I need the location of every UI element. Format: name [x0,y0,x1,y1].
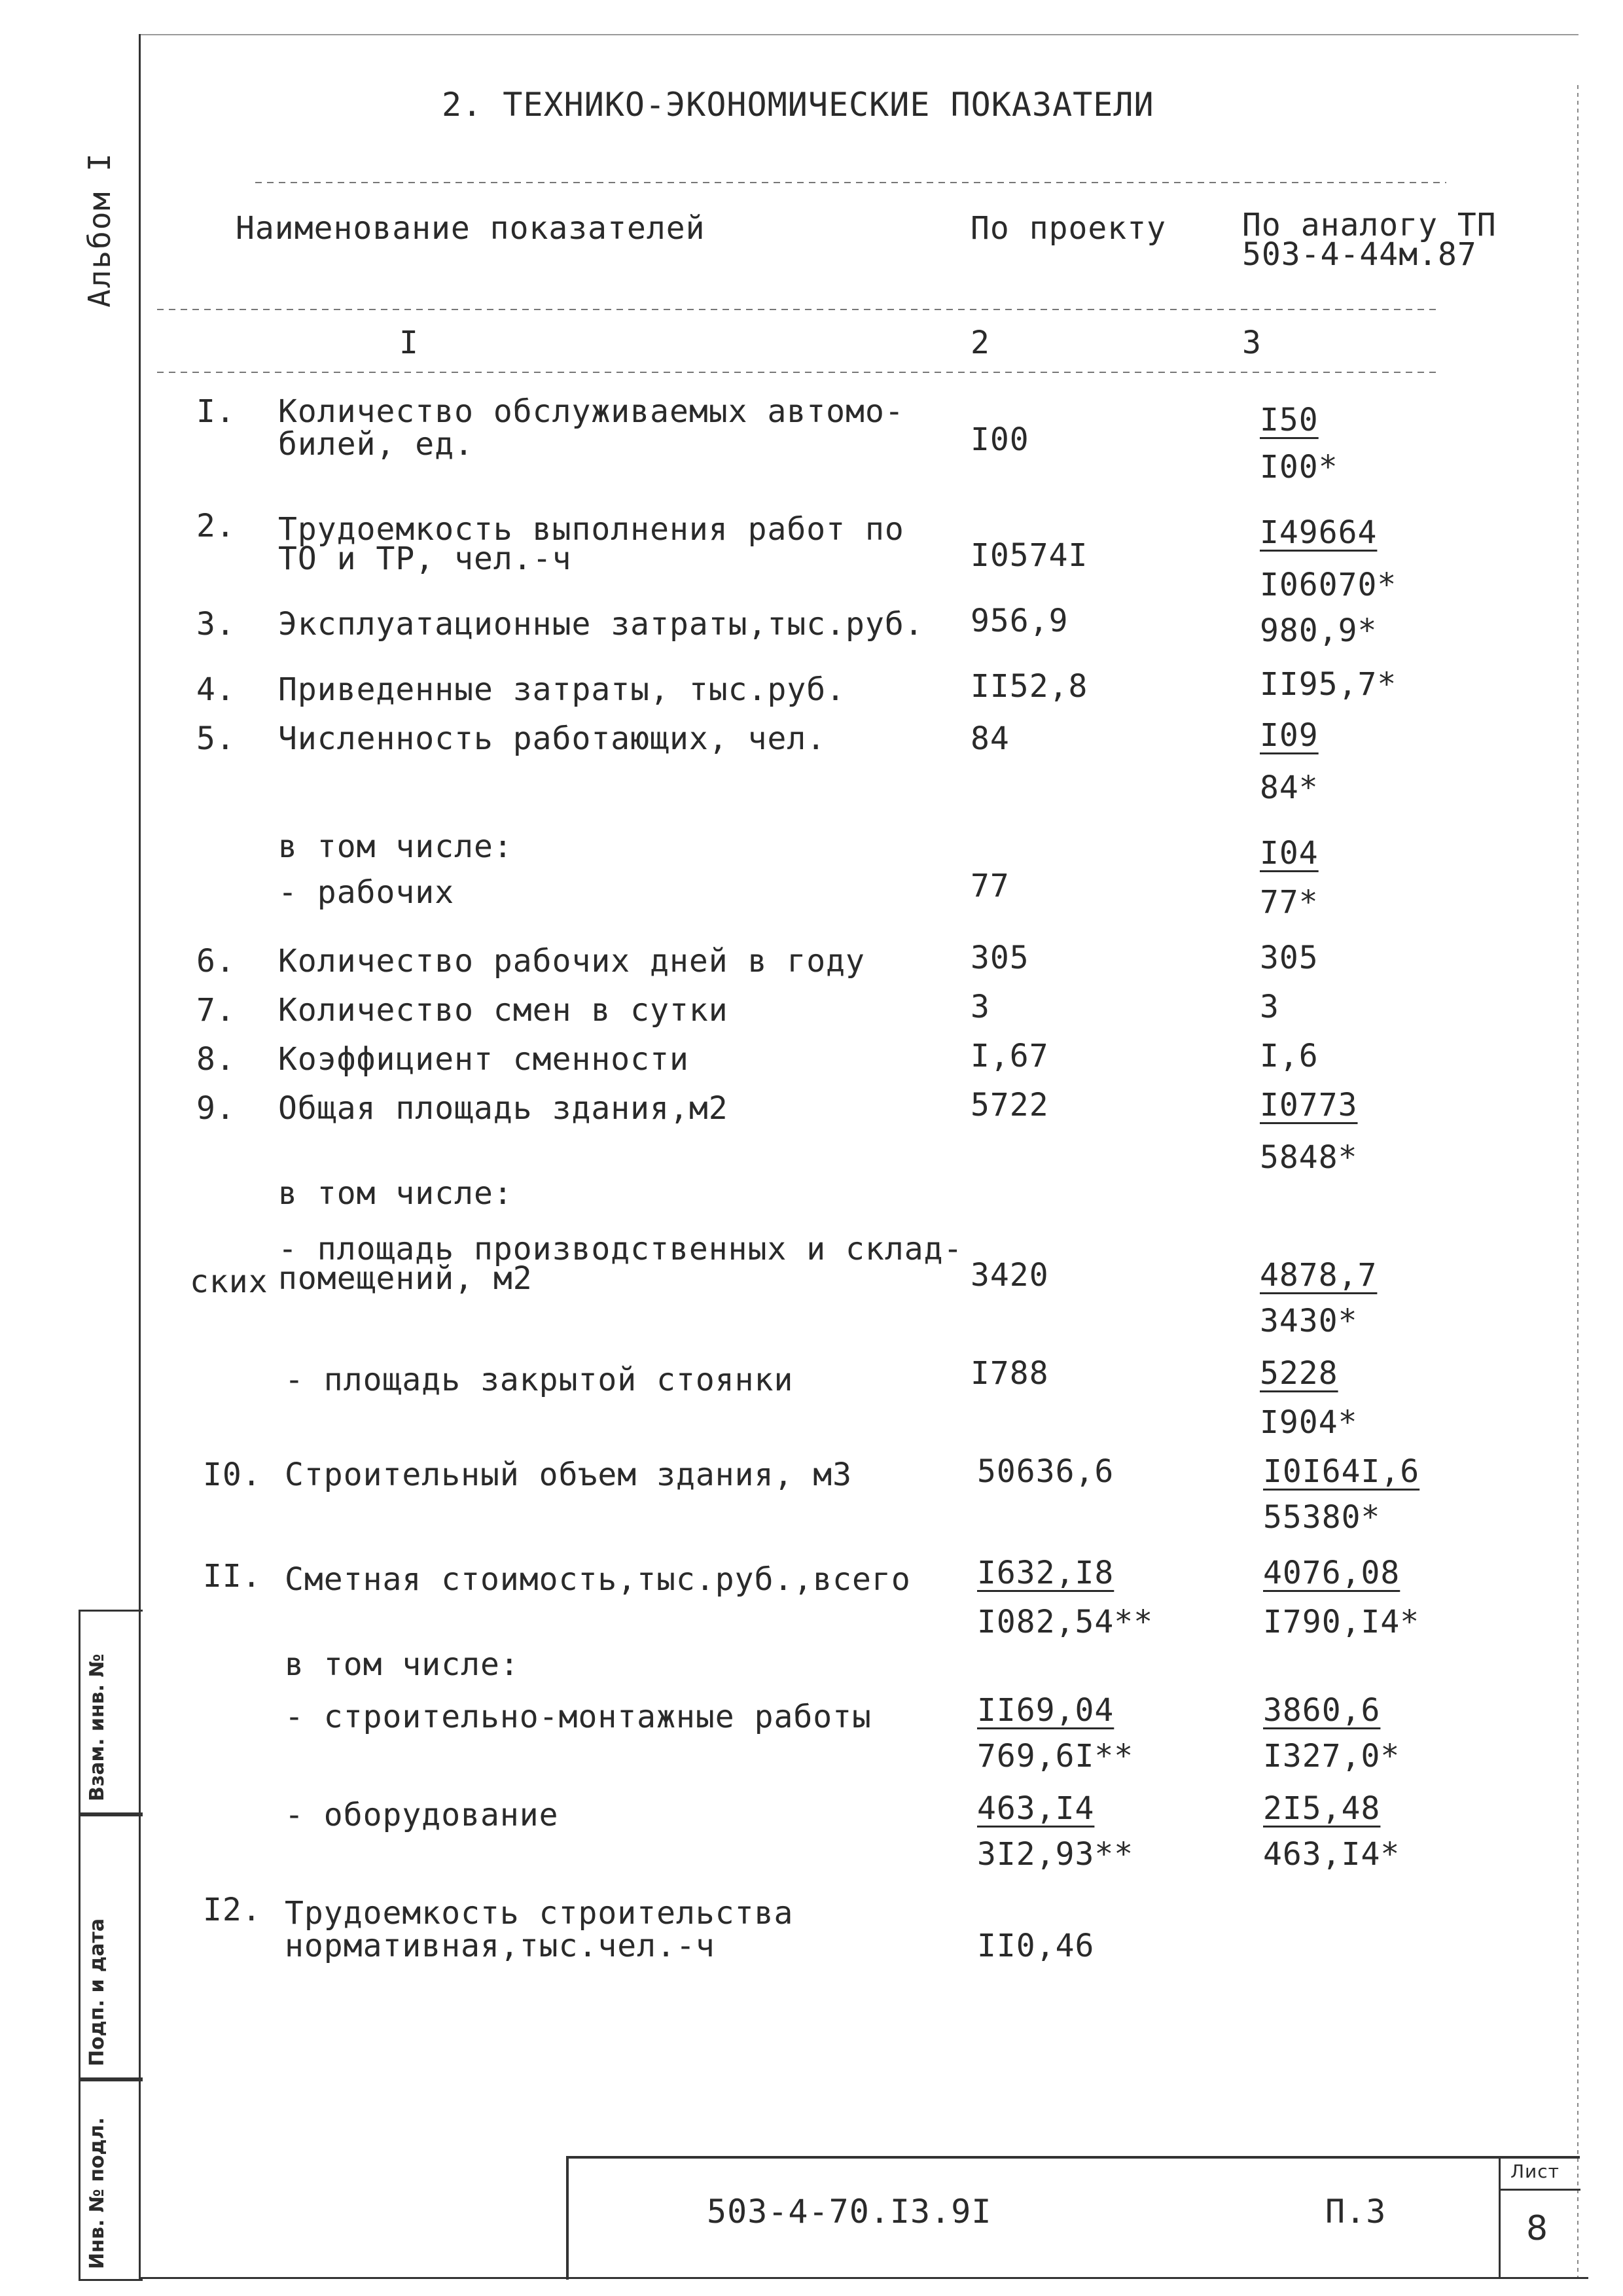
subrow-name: - площадь производственных и склад- [278,1231,963,1267]
subrow-name: - площадь закрытой стоянки [285,1362,794,1398]
column-number-1: I [399,325,419,361]
row-analog-base-value: I904* [1260,1404,1358,1441]
row-analog-value: I0773 [1260,1087,1358,1123]
row-analog-value: I0I64I,6 [1263,1453,1420,1490]
header-mid-rule [157,309,1440,310]
subrow-intro: в том числе: [285,1646,520,1683]
row-analog-value: I50 [1260,402,1319,438]
row-analog-value: I49664 [1260,514,1378,551]
side-stamp-vzam [79,1610,143,1816]
row-analog-value: 980,9* [1260,612,1378,649]
album-label: Альбом I [82,152,117,308]
header-bottom-rule [157,372,1440,373]
subrow-name: - оборудование [285,1797,559,1833]
row-name: Приведенные затраты, тыс.руб. [278,671,846,708]
row-number: 6. [196,943,236,980]
subrow-intro: в том числе: [278,1175,513,1212]
page-title: 2. ТЕХНИКО-ЭКОНОМИЧЕСКИЕ ПОКАЗАТЕЛИ [442,86,1154,124]
row-project-value: I632,I8 [977,1555,1115,1591]
row-project-value: 5722 [971,1087,1049,1123]
row-name: Трудоемкость строительства [285,1895,794,1932]
row-name: Коэффициент сменности [278,1041,689,1078]
subrow-name: - строительно-монтажные работы [285,1699,872,1735]
row-project-value: 3420 [971,1257,1049,1294]
row-number: 8. [196,1041,236,1078]
row-analog-base-value: I00* [1260,449,1338,486]
row-analog-base-value: 84* [1260,769,1319,806]
sheet-label: Лист [1510,2161,1560,2182]
row-number: 4. [196,671,236,708]
row-project-value: II69,04 [977,1692,1115,1729]
row-analog-value: I04 [1260,835,1319,872]
side-stamp-podp [79,1812,143,2081]
row-analog-base-value: I06070* [1260,567,1397,603]
header-col-name: Наименование показателей [236,210,705,247]
row-project-value: I,67 [971,1038,1049,1074]
row-number: I2. [203,1892,262,1928]
row-name: Сметная стоимость,тыс.руб.,всего [285,1561,911,1598]
side-stamp-inv-label: Инв. № подл. [86,2117,109,2269]
row-project-value: 84 [971,720,1010,757]
frame-right-border [1577,85,1578,2277]
row-analog-value: 5228 [1260,1355,1338,1392]
row-analog-value: II95,7* [1260,666,1397,703]
document-code: 503-4-70.I3.9I [707,2193,992,2231]
row-name: Количество обслуживаемых автомо- [278,393,904,430]
subrow-name-cont: помещений, м2 [278,1260,533,1297]
row-analog-value: I,6 [1260,1038,1319,1074]
column-number-2: 2 [971,325,990,361]
row-name-cont: нормативная,тыс.чел.-ч [285,1928,715,1964]
header-col-analog-code: 503-4-44м.87 [1242,236,1477,273]
row-analog-base-value: 55380* [1263,1499,1381,1536]
row-analog-value: 3 [1260,989,1279,1025]
row-name: Количество рабочих дней в году [278,943,865,980]
row-name-cont: ТО и ТР, чел.-ч [278,540,572,577]
row-analog-base-value: I790,I4* [1263,1604,1420,1640]
title-block-separator [1499,2156,1501,2277]
section-number: П.3 [1325,2193,1387,2231]
row-project-value: 50636,6 [977,1453,1115,1490]
row-project-base-value: I082,54** [977,1604,1154,1640]
row-analog-base-value: 5848* [1260,1139,1358,1176]
subrow-name-prefix: ских [190,1263,268,1300]
row-analog-value: 3860,6 [1263,1692,1381,1729]
row-project-value: 3 [971,989,990,1025]
side-stamp-inv [79,2077,143,2281]
header-top-rule [255,182,1446,183]
row-number: II. [203,1558,262,1595]
header-col-project: По проекту [971,210,1166,247]
row-analog-base-value: 463,I4* [1263,1836,1400,1873]
row-number: 5. [196,720,236,757]
row-name: Строительный объем здания, м3 [285,1457,853,1493]
row-number: I0. [203,1457,262,1493]
header-col-analog: По аналогу ТП [1242,207,1497,243]
row-project-value: II0,46 [977,1928,1095,1964]
row-name: Эксплуатационные затраты,тыс.руб. [278,606,924,643]
row-name: Общая площадь здания,м2 [278,1090,728,1127]
subrow-name: - рабочих [278,874,455,911]
row-project-value: 305 [971,940,1029,976]
row-number: 9. [196,1090,236,1127]
row-analog-value: 4878,7 [1260,1257,1378,1294]
frame-top-border [139,34,1578,35]
row-analog-value: I09 [1260,717,1319,754]
side-stamp-podp-label: Подп. и дата [86,1918,109,2066]
row-project-base-value: 769,6I** [977,1738,1134,1775]
row-project-value: II52,8 [971,668,1088,705]
row-name: Численность работающих, чел. [278,720,827,757]
row-name: Трудоемкость выполнения работ по [278,511,904,548]
row-analog-base-value: I327,0* [1263,1738,1400,1775]
column-number-3: 3 [1242,325,1262,361]
row-project-value: I00 [971,421,1029,458]
row-project-value: 463,I4 [977,1790,1095,1827]
row-analog-value: 4076,08 [1263,1555,1400,1591]
row-analog-base-value: 77* [1260,884,1319,921]
row-name-cont: билей, ед. [278,426,474,463]
subrow-intro: в том числе: [278,828,513,865]
sheet-label-divider [1499,2189,1580,2191]
side-stamp-vzam-label: Взам. инв. № [86,1653,109,1801]
row-analog-value: 2I5,48 [1263,1790,1381,1827]
row-analog-value: 305 [1260,940,1319,976]
row-project-value: I788 [971,1355,1049,1392]
row-number: 2. [196,508,236,544]
row-number: I. [196,393,236,430]
row-number: 3. [196,606,236,643]
row-number: 7. [196,992,236,1029]
row-project-base-value: 3I2,93** [977,1836,1134,1873]
sheet-number: 8 [1526,2209,1549,2248]
row-project-value: 956,9 [971,603,1069,639]
row-project-value: I0574I [971,537,1088,574]
row-project-value: 77 [971,868,1010,904]
row-name: Количество смен в сутки [278,992,728,1029]
row-analog-base-value: 3430* [1260,1303,1358,1339]
